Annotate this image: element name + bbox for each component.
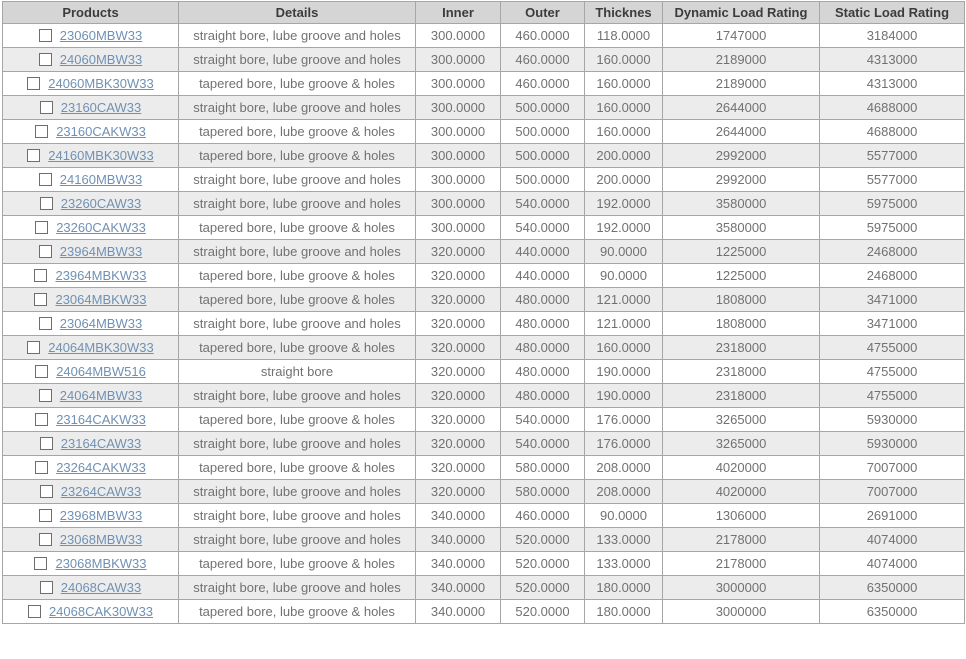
header-products: Products	[3, 2, 179, 24]
table-row	[3, 48, 965, 72]
row-checkbox[interactable]	[35, 125, 48, 138]
row-checkbox[interactable]	[27, 341, 40, 354]
header-thickness: Thicknes	[585, 2, 663, 24]
row-checkbox[interactable]	[40, 581, 53, 594]
product-cell	[3, 576, 179, 600]
static-load-cell: 4313000	[820, 72, 965, 96]
product-link[interactable]: 24060MBK30W33	[48, 76, 154, 91]
dynamic-load-cell: 3580000	[663, 192, 820, 216]
static-load-cell: 2691000	[820, 504, 965, 528]
details-cell: straight bore, lube groove and holes	[179, 480, 416, 504]
dynamic-load-cell: 3000000	[663, 576, 820, 600]
table-row	[3, 120, 965, 144]
outer-cell: 540.0000	[501, 192, 585, 216]
static-load-cell: 4688000	[820, 96, 965, 120]
inner-cell: 300.0000	[416, 144, 501, 168]
product-link[interactable]: 23160CAKW33	[56, 124, 146, 139]
product-cell	[3, 432, 179, 456]
header-dynamic-load: Dynamic Load Rating	[663, 2, 820, 24]
inner-cell: 320.0000	[416, 456, 501, 480]
outer-cell: 480.0000	[501, 336, 585, 360]
outer-cell: 480.0000	[501, 312, 585, 336]
inner-cell: 320.0000	[416, 312, 501, 336]
thickness-cell: 190.0000	[585, 384, 663, 408]
details-cell: tapered bore, lube groove & holes	[179, 600, 416, 624]
product-cell	[3, 456, 179, 480]
details-cell: straight bore, lube groove and holes	[179, 24, 416, 48]
table-row	[3, 432, 965, 456]
details-cell: straight bore, lube groove and holes	[179, 96, 416, 120]
static-load-cell: 4755000	[820, 360, 965, 384]
product-link[interactable]: 24160MBK30W33	[48, 148, 154, 163]
table-row	[3, 264, 965, 288]
details-cell: tapered bore, lube groove & holes	[179, 72, 416, 96]
product-cell	[3, 336, 179, 360]
row-checkbox[interactable]	[27, 149, 40, 162]
details-cell: straight bore, lube groove and holes	[179, 240, 416, 264]
product-cell	[3, 552, 179, 576]
thickness-cell: 190.0000	[585, 360, 663, 384]
dynamic-load-cell: 3265000	[663, 432, 820, 456]
header-static-load: Static Load Rating	[820, 2, 965, 24]
dynamic-load-cell: 2178000	[663, 528, 820, 552]
table-row	[3, 24, 965, 48]
row-checkbox[interactable]	[39, 53, 52, 66]
table-row	[3, 528, 965, 552]
thickness-cell: 133.0000	[585, 528, 663, 552]
static-load-cell: 3184000	[820, 24, 965, 48]
product-link[interactable]: 24064MBK30W33	[48, 340, 154, 355]
product-cell	[3, 192, 179, 216]
table-row	[3, 600, 965, 624]
product-link[interactable]: 24060MBW33	[59, 52, 143, 67]
product-cell	[3, 384, 179, 408]
product-cell	[3, 288, 179, 312]
thickness-cell: 176.0000	[585, 432, 663, 456]
dynamic-load-cell: 4020000	[663, 456, 820, 480]
product-link[interactable]: 23260CAKW33	[56, 220, 146, 235]
inner-cell: 300.0000	[416, 216, 501, 240]
thickness-cell: 200.0000	[585, 144, 663, 168]
table-row	[3, 552, 965, 576]
static-load-cell: 5930000	[820, 408, 965, 432]
static-load-cell: 4755000	[820, 384, 965, 408]
inner-cell: 340.0000	[416, 552, 501, 576]
outer-cell: 580.0000	[501, 480, 585, 504]
static-load-cell: 4074000	[820, 552, 965, 576]
product-cell	[3, 120, 179, 144]
product-cell	[3, 264, 179, 288]
product-cell	[3, 528, 179, 552]
thickness-cell: 180.0000	[585, 576, 663, 600]
header-details: Details	[179, 2, 416, 24]
static-load-cell: 7007000	[820, 456, 965, 480]
dynamic-load-cell: 2318000	[663, 360, 820, 384]
inner-cell: 320.0000	[416, 480, 501, 504]
table-row	[3, 456, 965, 480]
details-cell: tapered bore, lube groove & holes	[179, 264, 416, 288]
row-checkbox[interactable]	[39, 245, 52, 258]
inner-cell: 320.0000	[416, 240, 501, 264]
inner-cell: 300.0000	[416, 120, 501, 144]
outer-cell: 540.0000	[501, 432, 585, 456]
row-checkbox[interactable]	[35, 221, 48, 234]
table-row	[3, 288, 965, 312]
outer-cell: 440.0000	[501, 264, 585, 288]
details-cell: tapered bore, lube groove & holes	[179, 408, 416, 432]
table-row	[3, 312, 965, 336]
details-cell: straight bore	[179, 360, 416, 384]
outer-cell: 520.0000	[501, 528, 585, 552]
static-load-cell: 6350000	[820, 600, 965, 624]
outer-cell: 500.0000	[501, 168, 585, 192]
product-link[interactable]: 24064MBW33	[59, 388, 143, 403]
static-load-cell: 5577000	[820, 168, 965, 192]
row-checkbox[interactable]	[39, 317, 52, 330]
static-load-cell: 5975000	[820, 192, 965, 216]
outer-cell: 500.0000	[501, 96, 585, 120]
details-cell: straight bore, lube groove and holes	[179, 528, 416, 552]
details-cell: straight bore, lube groove and holes	[179, 384, 416, 408]
dynamic-load-cell: 4020000	[663, 480, 820, 504]
product-cell	[3, 144, 179, 168]
dynamic-load-cell: 1225000	[663, 264, 820, 288]
table-row	[3, 144, 965, 168]
details-cell: tapered bore, lube groove & holes	[179, 120, 416, 144]
inner-cell: 320.0000	[416, 408, 501, 432]
details-cell: tapered bore, lube groove & holes	[179, 456, 416, 480]
dynamic-load-cell: 1808000	[663, 288, 820, 312]
thickness-cell: 180.0000	[585, 600, 663, 624]
table-row	[3, 360, 965, 384]
details-cell: straight bore, lube groove and holes	[179, 312, 416, 336]
inner-cell: 300.0000	[416, 192, 501, 216]
header-inner: Inner	[416, 2, 501, 24]
row-checkbox[interactable]	[39, 509, 52, 522]
dynamic-load-cell: 1225000	[663, 240, 820, 264]
details-cell: straight bore, lube groove and holes	[179, 168, 416, 192]
product-cell	[3, 96, 179, 120]
dynamic-load-cell: 1808000	[663, 312, 820, 336]
outer-cell: 460.0000	[501, 504, 585, 528]
product-link[interactable]: 24068CAK30W33	[48, 604, 154, 619]
outer-cell: 460.0000	[501, 48, 585, 72]
dynamic-load-cell: 2644000	[663, 120, 820, 144]
product-cell	[3, 72, 179, 96]
inner-cell: 300.0000	[416, 96, 501, 120]
outer-cell: 540.0000	[501, 408, 585, 432]
details-cell: tapered bore, lube groove & holes	[179, 216, 416, 240]
product-link[interactable]: 23164CAKW33	[56, 412, 146, 427]
product-link[interactable]: 23264CAW33	[60, 484, 142, 499]
product-link[interactable]: 24068CAW33	[60, 580, 142, 595]
thickness-cell: 208.0000	[585, 456, 663, 480]
table-row	[3, 240, 965, 264]
outer-cell: 480.0000	[501, 384, 585, 408]
inner-cell: 340.0000	[416, 576, 501, 600]
outer-cell: 520.0000	[501, 576, 585, 600]
product-link[interactable]: 23160CAW33	[60, 100, 142, 115]
thickness-cell: 133.0000	[585, 552, 663, 576]
details-cell: tapered bore, lube groove & holes	[179, 144, 416, 168]
dynamic-load-cell: 2318000	[663, 336, 820, 360]
dynamic-load-cell: 2318000	[663, 384, 820, 408]
inner-cell: 340.0000	[416, 504, 501, 528]
inner-cell: 320.0000	[416, 264, 501, 288]
static-load-cell: 3471000	[820, 312, 965, 336]
dynamic-load-cell: 2644000	[663, 96, 820, 120]
details-cell: straight bore, lube groove and holes	[179, 48, 416, 72]
row-checkbox[interactable]	[27, 77, 40, 90]
outer-cell: 480.0000	[501, 360, 585, 384]
thickness-cell: 160.0000	[585, 72, 663, 96]
static-load-cell: 3471000	[820, 288, 965, 312]
row-checkbox[interactable]	[40, 101, 53, 114]
inner-cell: 340.0000	[416, 528, 501, 552]
dynamic-load-cell: 2992000	[663, 144, 820, 168]
thickness-cell: 192.0000	[585, 216, 663, 240]
product-cell	[3, 600, 179, 624]
thickness-cell: 121.0000	[585, 288, 663, 312]
thickness-cell: 90.0000	[585, 504, 663, 528]
product-cell	[3, 168, 179, 192]
dynamic-load-cell: 2178000	[663, 552, 820, 576]
details-cell: straight bore, lube groove and holes	[179, 504, 416, 528]
product-link[interactable]: 23260CAW33	[60, 196, 142, 211]
thickness-cell: 90.0000	[585, 264, 663, 288]
product-link[interactable]: 24064MBW516	[56, 364, 146, 379]
row-checkbox[interactable]	[39, 173, 52, 186]
table-row	[3, 384, 965, 408]
product-link[interactable]: 23064MBW33	[59, 316, 143, 331]
product-cell	[3, 504, 179, 528]
outer-cell: 500.0000	[501, 120, 585, 144]
dynamic-load-cell: 2189000	[663, 72, 820, 96]
outer-cell: 480.0000	[501, 288, 585, 312]
product-cell	[3, 48, 179, 72]
row-checkbox[interactable]	[34, 293, 47, 306]
static-load-cell: 2468000	[820, 240, 965, 264]
product-link[interactable]: 23068MBW33	[59, 532, 143, 547]
details-cell: straight bore, lube groove and holes	[179, 432, 416, 456]
thickness-cell: 121.0000	[585, 312, 663, 336]
details-cell: straight bore, lube groove and holes	[179, 192, 416, 216]
table-row	[3, 192, 965, 216]
product-cell	[3, 216, 179, 240]
product-link[interactable]: 23064MBKW33	[55, 292, 147, 307]
dynamic-load-cell: 1306000	[663, 504, 820, 528]
row-checkbox[interactable]	[35, 413, 48, 426]
outer-cell: 500.0000	[501, 144, 585, 168]
thickness-cell: 90.0000	[585, 240, 663, 264]
table-row	[3, 336, 965, 360]
details-cell: tapered bore, lube groove & holes	[179, 552, 416, 576]
dynamic-load-cell: 2992000	[663, 168, 820, 192]
dynamic-load-cell: 3000000	[663, 600, 820, 624]
outer-cell: 520.0000	[501, 552, 585, 576]
row-checkbox[interactable]	[39, 29, 52, 42]
header-outer: Outer	[501, 2, 585, 24]
details-cell: tapered bore, lube groove & holes	[179, 288, 416, 312]
inner-cell: 300.0000	[416, 48, 501, 72]
table-body	[3, 24, 965, 624]
static-load-cell: 4755000	[820, 336, 965, 360]
product-cell	[3, 480, 179, 504]
product-cell	[3, 408, 179, 432]
row-checkbox[interactable]	[28, 605, 41, 618]
thickness-cell: 160.0000	[585, 48, 663, 72]
thickness-cell: 160.0000	[585, 96, 663, 120]
details-cell: tapered bore, lube groove & holes	[179, 336, 416, 360]
static-load-cell: 5930000	[820, 432, 965, 456]
product-link[interactable]: 23968MBW33	[59, 508, 143, 523]
table-row	[3, 216, 965, 240]
inner-cell: 320.0000	[416, 360, 501, 384]
outer-cell: 460.0000	[501, 24, 585, 48]
row-checkbox[interactable]	[35, 365, 48, 378]
row-checkbox[interactable]	[34, 269, 47, 282]
table-row	[3, 72, 965, 96]
product-link[interactable]: 23060MBW33	[59, 28, 143, 43]
details-cell: straight bore, lube groove and holes	[179, 576, 416, 600]
inner-cell: 300.0000	[416, 168, 501, 192]
inner-cell: 340.0000	[416, 600, 501, 624]
static-load-cell: 6350000	[820, 576, 965, 600]
row-checkbox[interactable]	[34, 557, 47, 570]
static-load-cell: 2468000	[820, 264, 965, 288]
static-load-cell: 7007000	[820, 480, 965, 504]
thickness-cell: 192.0000	[585, 192, 663, 216]
outer-cell: 520.0000	[501, 600, 585, 624]
product-link[interactable]: 23068MBKW33	[55, 556, 147, 571]
table-row	[3, 504, 965, 528]
product-cell	[3, 240, 179, 264]
thickness-cell: 208.0000	[585, 480, 663, 504]
thickness-cell: 160.0000	[585, 336, 663, 360]
dynamic-load-cell: 1747000	[663, 24, 820, 48]
table-row	[3, 576, 965, 600]
inner-cell: 300.0000	[416, 24, 501, 48]
inner-cell: 320.0000	[416, 288, 501, 312]
table-row	[3, 96, 965, 120]
product-cell	[3, 24, 179, 48]
inner-cell: 300.0000	[416, 72, 501, 96]
header-row	[3, 2, 965, 24]
product-link[interactable]: 23264CAKW33	[56, 460, 146, 475]
dynamic-load-cell: 3580000	[663, 216, 820, 240]
static-load-cell: 5975000	[820, 216, 965, 240]
product-link[interactable]: 24160MBW33	[59, 172, 143, 187]
product-link[interactable]: 23964MBW33	[59, 244, 143, 259]
product-link[interactable]: 23164CAW33	[60, 436, 142, 451]
inner-cell: 320.0000	[416, 432, 501, 456]
dynamic-load-cell: 3265000	[663, 408, 820, 432]
thickness-cell: 160.0000	[585, 120, 663, 144]
row-checkbox[interactable]	[39, 389, 52, 402]
table-header	[3, 2, 965, 24]
static-load-cell: 5577000	[820, 144, 965, 168]
row-checkbox[interactable]	[40, 437, 53, 450]
product-link[interactable]: 23964MBKW33	[55, 268, 147, 283]
outer-cell: 580.0000	[501, 456, 585, 480]
inner-cell: 320.0000	[416, 336, 501, 360]
static-load-cell: 4074000	[820, 528, 965, 552]
row-checkbox[interactable]	[40, 485, 53, 498]
static-load-cell: 4313000	[820, 48, 965, 72]
outer-cell: 440.0000	[501, 240, 585, 264]
table-row	[3, 408, 965, 432]
outer-cell: 460.0000	[501, 72, 585, 96]
dynamic-load-cell: 2189000	[663, 48, 820, 72]
row-checkbox[interactable]	[40, 197, 53, 210]
table-row	[3, 168, 965, 192]
thickness-cell: 176.0000	[585, 408, 663, 432]
product-cell	[3, 312, 179, 336]
static-load-cell: 4688000	[820, 120, 965, 144]
table-row	[3, 480, 965, 504]
product-cell	[3, 360, 179, 384]
row-checkbox[interactable]	[39, 533, 52, 546]
row-checkbox[interactable]	[35, 461, 48, 474]
products-table	[2, 1, 965, 624]
outer-cell: 540.0000	[501, 216, 585, 240]
thickness-cell: 118.0000	[585, 24, 663, 48]
thickness-cell: 200.0000	[585, 168, 663, 192]
inner-cell: 320.0000	[416, 384, 501, 408]
